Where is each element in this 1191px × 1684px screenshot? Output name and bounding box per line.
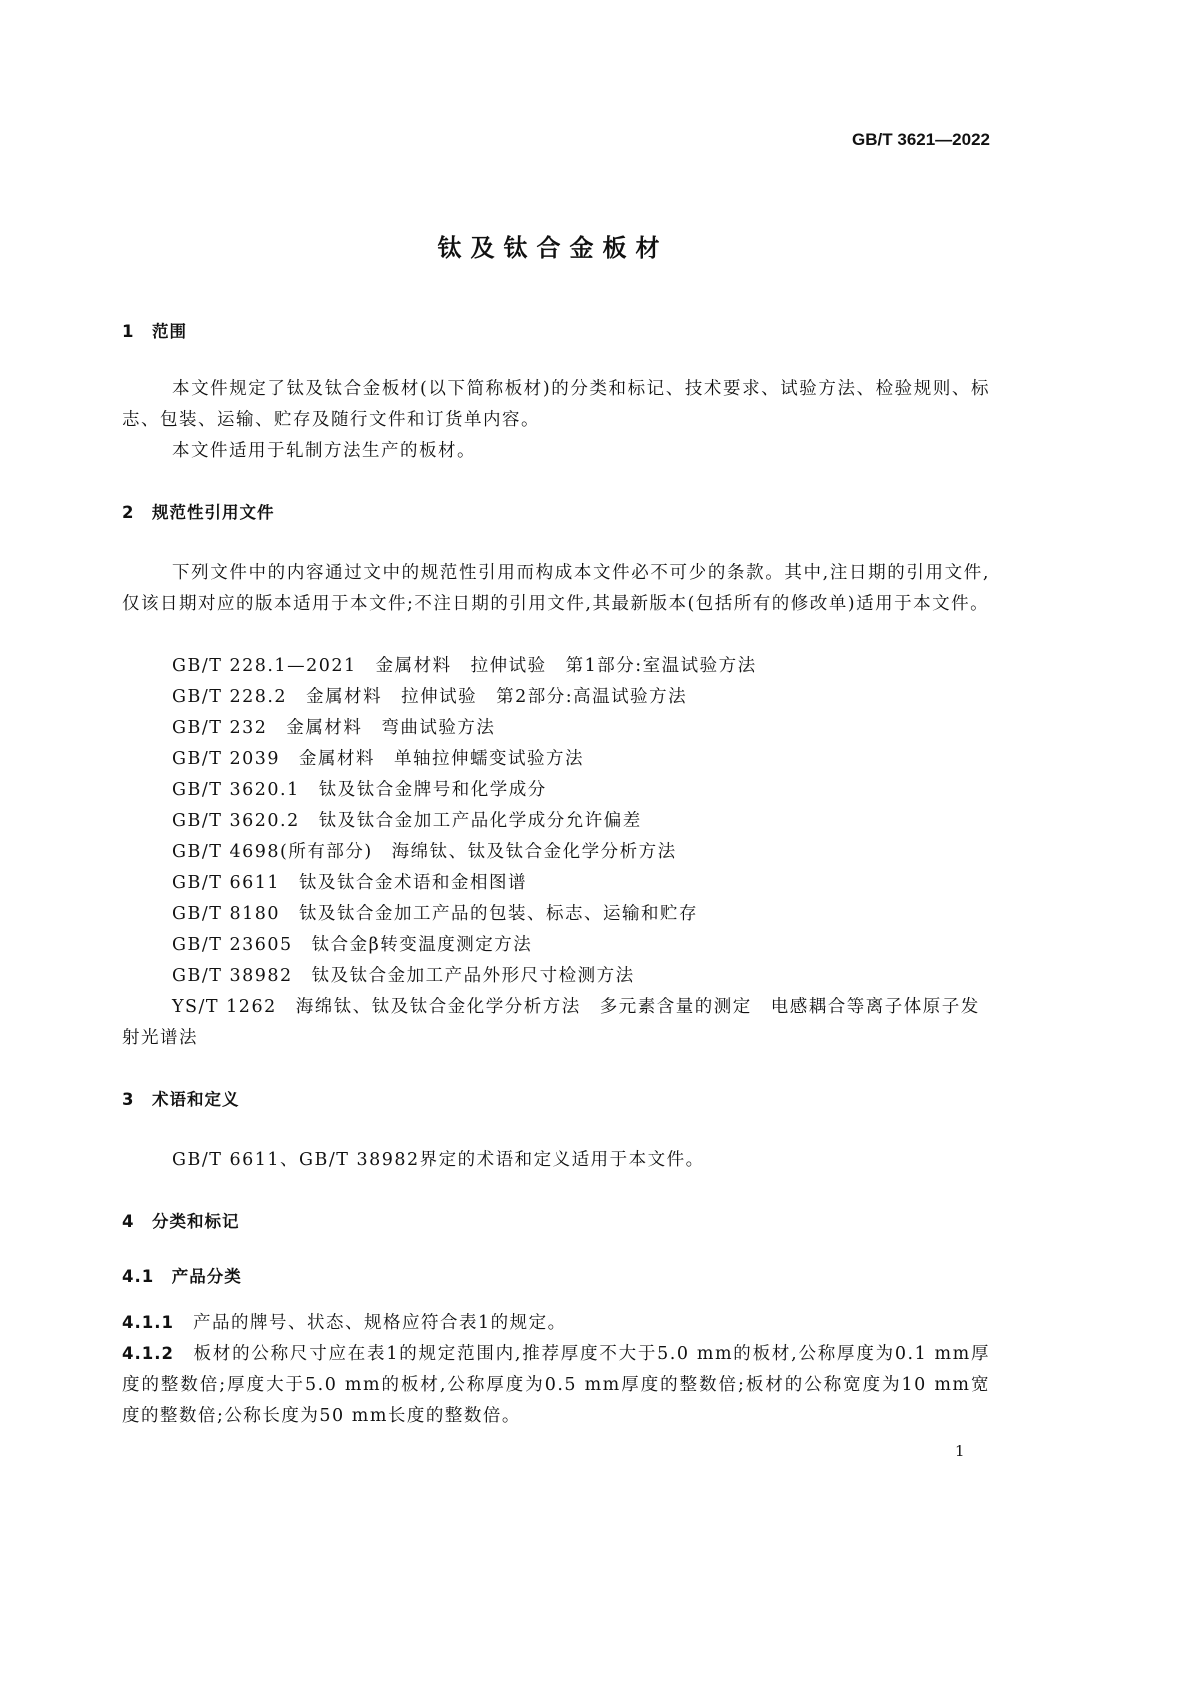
reference-item: GB/T 3620.2 钛及钛合金加工产品化学成分允许偏差 [172, 811, 642, 831]
section-1-para-1: 本文件规定了钛及钛合金板材(以下简称板材)的分类和标记、技术要求、试验方法、检验规则、标志、包装、运输、贮存及随行文件和订货单内容。 [122, 379, 990, 430]
reference-item: GB/T 8180 钛及钛合金加工产品的包装、标志、运输和贮存 [172, 904, 699, 924]
section-1-heading: 1 范围 [122, 322, 187, 341]
clause-text: 产品的牌号、状态、规格应符合表1的规定。 [192, 1313, 567, 1333]
clause-number: 4.1.1 [122, 1313, 174, 1332]
reference-item: GB/T 38982 钛及钛合金加工产品外形尺寸检测方法 [172, 966, 635, 986]
reference-item: GB/T 228.2 金属材料 拉伸试验 第2部分:高温试验方法 [172, 687, 688, 707]
reference-item: GB/T 2039 金属材料 单轴拉伸蠕变试验方法 [172, 749, 585, 769]
section-3-para: GB/T 6611、GB/T 38982界定的术语和定义适用于本文件。 [172, 1150, 705, 1170]
reference-item: GB/T 3620.1 钛及钛合金牌号和化学成分 [172, 780, 547, 800]
document-id: GB/T 3621—2022 [852, 130, 990, 149]
reference-item: GB/T 6611 钛及钛合金术语和金相图谱 [172, 873, 528, 893]
clause-4-1-1 [122, 1307, 990, 1339]
reference-item: GB/T 232 金属材料 弯曲试验方法 [172, 718, 496, 738]
section-4-1-heading: 4.1 产品分类 [122, 1267, 242, 1286]
section-3-heading: 3 术语和定义 [122, 1090, 240, 1109]
section-1-para-2: 本文件适用于轧制方法生产的板材。 [172, 441, 476, 461]
reference-item: YS/T 1262 海绵钛、钛及钛合金化学分析方法 多元素含量的测定 电感耦合等离子体原子发射光谱法 [122, 997, 980, 1048]
page-number: 1 [955, 1442, 965, 1460]
reference-item: GB/T 4698(所有部分) 海绵钛、钛及钛合金化学分析方法 [172, 842, 677, 862]
clause-text: 板材的公称尺寸应在表1的规定范围内,推荐厚度不大于5.0 mm的板材,公称厚度为0.1 mm厚度的整数倍;厚度大于5.0 mm的板材,公称厚度为0.5 mm厚度的整数倍;板材的公称宽度为10 mm宽度的整数倍;公称长度为50 mm长度的整数倍。 [122, 1344, 991, 1426]
reference-item: GB/T 23605 钛合金β转变温度测定方法 [172, 935, 533, 955]
section-4-heading: 4 分类和标记 [122, 1212, 240, 1231]
section-2-intro: 下列文件中的内容通过文中的规范性引用而构成本文件必不可少的条款。其中,注日期的引用文件,仅该日期对应的版本适用于本文件;不注日期的引用文件,其最新版本(包括所有的修改单)适用于本文件。 [122, 563, 990, 614]
section-2-heading: 2 规范性引用文件 [122, 503, 275, 522]
reference-item: GB/T 228.1—2021 金属材料 拉伸试验 第1部分:室温试验方法 [172, 656, 757, 676]
document-title: 钛及钛合金板材 [437, 234, 669, 262]
clause-4-1-2 [122, 1338, 990, 1432]
clause-number: 4.1.2 [122, 1344, 174, 1363]
